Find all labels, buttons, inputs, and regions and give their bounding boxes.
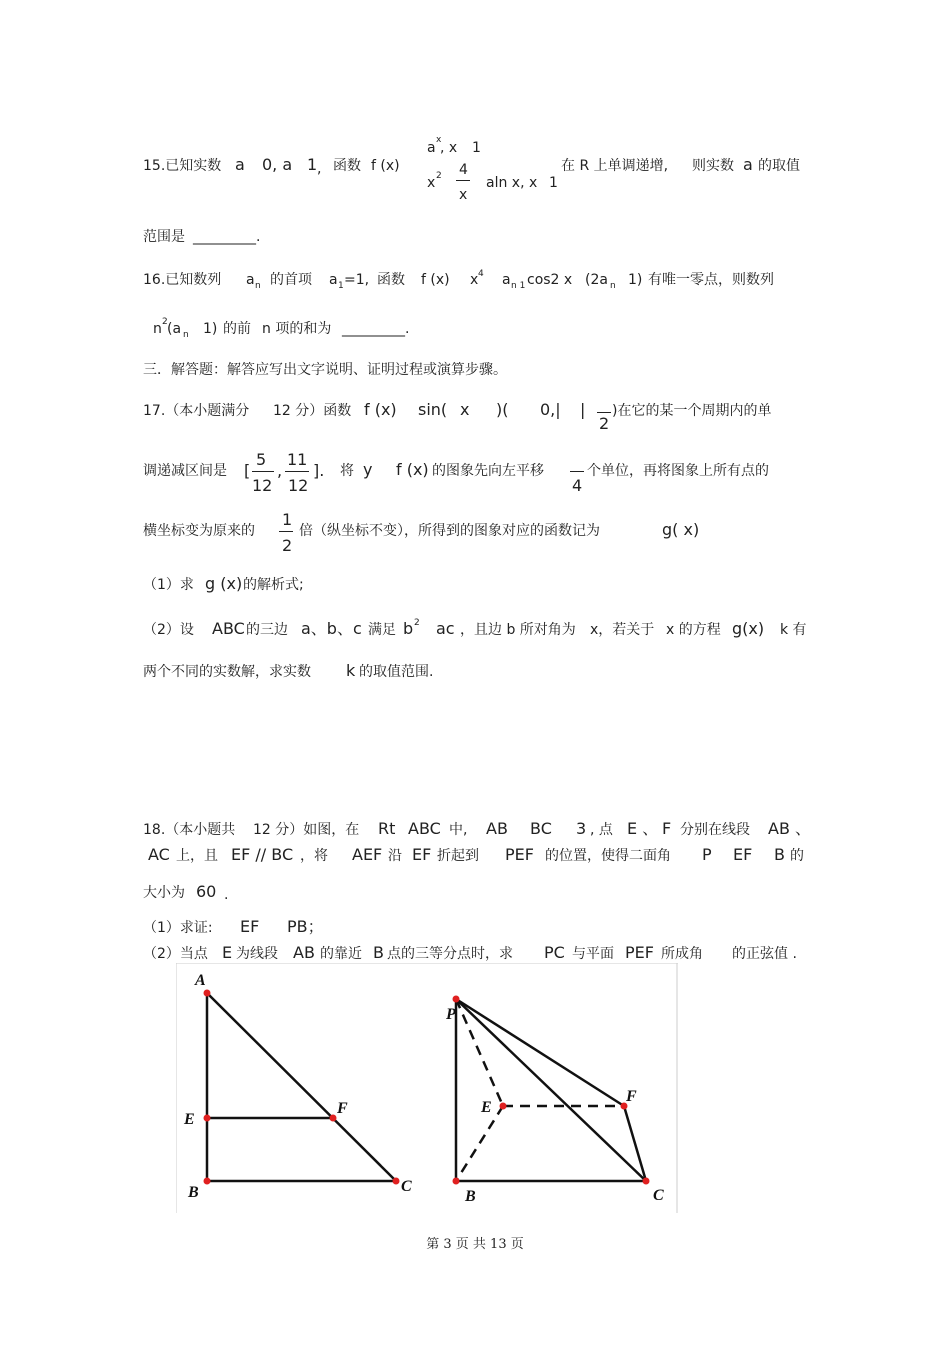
- q15-line2: 范围是: [143, 229, 185, 245]
- label-f: F: [337, 1100, 348, 1117]
- q15-hanshu: 函数: [333, 158, 361, 174]
- q16-n: n 项的和为: [262, 321, 332, 337]
- q17-bar: |: [580, 400, 586, 419]
- q18-shang: 上，且: [176, 848, 218, 864]
- q18-ef2: EF: [733, 845, 753, 864]
- q15-piece1-sup: x: [436, 135, 442, 145]
- q16-an: a: [246, 272, 255, 288]
- q18-fen: 分别在线段: [680, 822, 750, 838]
- q17-p2-line2-tail: 的取值范围.: [359, 664, 434, 680]
- point-e-right: [500, 1103, 507, 1110]
- q15-tail2: 则实数: [692, 158, 734, 174]
- q16-tail: 有唯一零点，则数列: [648, 272, 774, 288]
- q18-ac: AC: [148, 845, 170, 864]
- q17-lead: 17.（本小题满分: [143, 403, 250, 419]
- q16-n2-sup: 2: [162, 317, 168, 327]
- q18-p2-pc: PC: [544, 943, 565, 962]
- q17-k2: k: [346, 661, 356, 680]
- q18-p2-tail2: 的正弦值 .: [732, 946, 797, 962]
- label-c-right: C: [653, 1187, 664, 1204]
- segment-pf: [456, 999, 624, 1106]
- q17-f4-bar: [279, 531, 293, 532]
- q16-fx: f (x): [421, 272, 450, 288]
- q18-wei: 的位置，使得二面角: [545, 848, 671, 864]
- q17-line3-tail: 倍（纵坐标不变），所得到的图象对应的函数记为: [299, 523, 600, 539]
- q18-p2-b: B: [373, 943, 384, 962]
- q17-line2-lead: 调递减区间是: [143, 463, 227, 479]
- point-b-right: [453, 1178, 460, 1185]
- q18-p2: （2）当点: [143, 946, 208, 962]
- q18-zhong: 中,: [449, 822, 468, 838]
- q16-x4: x: [470, 272, 479, 288]
- q17-f1-bar: [252, 471, 274, 472]
- q16-cos: cos2 x: [527, 272, 573, 288]
- q16-eq1: =1,: [344, 272, 370, 288]
- q17-p1: （1）求: [143, 577, 194, 593]
- q17-comma: ,: [277, 461, 283, 480]
- point-p: [453, 996, 460, 1003]
- q16-an1-sub: n 1: [511, 281, 526, 291]
- q18-p: P: [702, 845, 712, 864]
- q16-a1: a: [329, 272, 338, 288]
- label-e-right: E: [481, 1099, 492, 1116]
- q18-yan: 沿: [388, 848, 402, 864]
- q18-zhe: 折起到: [437, 848, 479, 864]
- q18-ab: AB: [486, 819, 508, 838]
- q17-ac: ac: [436, 619, 455, 638]
- point-a: [204, 990, 211, 997]
- q15-piece2-one: 1: [549, 175, 558, 191]
- q17-f2-den: 12: [288, 476, 309, 495]
- q15-piece2-x: x: [427, 175, 436, 191]
- q15-zero-a: 0, a: [262, 155, 293, 174]
- q17-frac-den: 2: [599, 414, 610, 433]
- q18-jiang: ，将: [300, 848, 328, 864]
- q18-dian: , 点: [590, 822, 613, 838]
- q18-ef: EF: [412, 845, 432, 864]
- point-e: [204, 1115, 211, 1122]
- point-f: [330, 1115, 337, 1122]
- label-b: B: [188, 1184, 199, 1201]
- q17-xvar: x，若关于: [590, 622, 655, 638]
- q17-x: x: [460, 400, 470, 419]
- q17-k: k 有: [780, 622, 807, 638]
- q17-f4-num: 1: [282, 510, 293, 529]
- label-e: E: [184, 1111, 195, 1128]
- point-b: [204, 1178, 211, 1185]
- q17-f2-num: 11: [287, 450, 308, 469]
- q17-zero: 0,|: [540, 400, 561, 419]
- q17-p2-mid: 的三边: [246, 622, 288, 638]
- q18-aef: AEF: [352, 845, 383, 864]
- q17-sin: sin(: [418, 400, 448, 419]
- q17-p2-tail: ，且边 b 所对角为: [460, 622, 576, 638]
- q17-lb: [: [244, 461, 251, 480]
- q17-rb: ].: [313, 461, 325, 480]
- q15-piece2-den: x: [459, 187, 468, 203]
- q17-abc-sides: a、b、c: [301, 619, 362, 638]
- q18-bc: BC: [530, 819, 552, 838]
- q18-p2-tail: 所成角: [661, 946, 703, 962]
- q15-piece1-cond: , x: [440, 140, 458, 156]
- q18-three: 3: [576, 819, 587, 838]
- q17-gx: g( x): [662, 520, 700, 539]
- label-a: A: [195, 972, 206, 989]
- point-c-right: [643, 1178, 650, 1185]
- q15-comma: ,: [317, 161, 322, 177]
- q17-frac-bar: [597, 412, 611, 413]
- q18-p2-ab: AB: [293, 943, 315, 962]
- q15-piece1-a: a: [427, 140, 436, 156]
- label-b-right: B: [465, 1188, 476, 1205]
- q17-jiang: 将: [340, 463, 354, 479]
- q15-one: 1: [307, 155, 318, 174]
- q18-b: B: [774, 845, 785, 864]
- q16-blank: _________.: [342, 321, 410, 337]
- q16-first: 的首项: [270, 272, 312, 288]
- q17-f1-num: 5: [256, 450, 267, 469]
- q15-a: a: [235, 155, 245, 174]
- q15-piece2-sup: 2: [436, 171, 442, 181]
- segment-pc: [456, 999, 646, 1181]
- geometry-figure: [176, 963, 678, 1213]
- q16-paren-close: 1): [628, 272, 643, 288]
- q17-p2-cond: 满足: [368, 622, 396, 638]
- page-footer: 第 3 页 共 13 页: [426, 1237, 524, 1252]
- q16-lead: 16.已知数列: [143, 272, 222, 288]
- q18-ab2: AB 、: [768, 819, 812, 838]
- q17-f1-den: 12: [252, 476, 273, 495]
- q18-p1-pb: PB；: [287, 917, 324, 936]
- q16-hanshu: 函数: [377, 272, 405, 288]
- q18-p2-mid4: 与平面: [572, 946, 614, 962]
- right-pyramid-diagram: [445, 996, 664, 1206]
- q15-frac-bar: [456, 180, 470, 181]
- q18-p1-ef: EF: [240, 917, 260, 936]
- q18-abc: ABC: [408, 819, 441, 838]
- q17-b2-sup: 2: [414, 618, 420, 628]
- q17-fx2: f (x): [396, 460, 429, 479]
- label-f-right: F: [626, 1088, 637, 1105]
- q17-shift: 的图象先向左平移: [432, 463, 544, 479]
- q17-p2-lead: （2）设: [143, 622, 194, 638]
- q16-an-sub: n: [255, 281, 261, 291]
- q16-a1-sub: 1: [338, 281, 344, 291]
- section-3-heading: 三．解答题：解答应写出文字说明、证明过程或演算步骤。: [143, 362, 507, 378]
- segment-ac: [207, 993, 396, 1181]
- q16-x4-sup: 4: [478, 269, 484, 279]
- q17-abc: ABC: [212, 619, 245, 638]
- q15-a2: a: [743, 155, 753, 174]
- label-p: P: [446, 1006, 456, 1023]
- q17-p2-line2: 两个不同的实数解，求实数: [143, 664, 311, 680]
- q18-e: E 、: [627, 819, 659, 838]
- q16-an-close: 1): [203, 321, 218, 337]
- q17-fx: f (x): [364, 400, 397, 419]
- q15-tail3: 的取值: [758, 158, 800, 174]
- q17-f3-den: 4: [572, 476, 583, 495]
- q17-score: 12 分）函数: [273, 403, 352, 419]
- q17-line3-lead: 横坐标变为原来的: [143, 523, 255, 539]
- q17-p1-gx: g (x): [205, 574, 243, 593]
- left-triangle-diagram: [183, 972, 412, 1201]
- q17-tail: )在它的某一个周期内的单: [612, 403, 772, 419]
- q16-n2: n: [153, 321, 162, 337]
- q17-f4-den: 2: [282, 536, 293, 555]
- q15-piece1-one: 1: [472, 140, 481, 156]
- q18-p2-mid3: 点的三等分点时，求: [387, 946, 513, 962]
- q18-f: F: [662, 819, 672, 838]
- label-c: C: [401, 1178, 412, 1195]
- q16-an-open: (a: [167, 321, 182, 337]
- q17-f3-bar: [570, 471, 584, 472]
- q18-de: 的: [790, 848, 804, 864]
- q17-p1-tail: 的解析式;: [243, 577, 304, 593]
- q18-dax: 大小为: [143, 885, 185, 901]
- q18-p1: （1）求证:: [143, 920, 213, 936]
- q16-tail2: 的前: [223, 321, 251, 337]
- segment-eb-dashed: [456, 1106, 503, 1181]
- q18-rt: Rt: [378, 819, 396, 838]
- q18-p2-mid: 为线段: [236, 946, 278, 962]
- q17-xvar2: x 的方程: [666, 622, 721, 638]
- q15-blank: _________.: [193, 229, 261, 245]
- q15-fx: f (x): [371, 158, 400, 174]
- q18-dot: .: [224, 887, 229, 903]
- q15-lead: 15.已知实数: [143, 158, 222, 174]
- q17-b2: b: [403, 619, 414, 638]
- q17-shift-tail: 个单位，再将图象上所有点的: [587, 463, 769, 479]
- q18-p2-pef: PEF: [625, 943, 654, 962]
- q18-pef: PEF: [505, 845, 534, 864]
- q16-paren-sub: n: [610, 281, 616, 291]
- q18-lead: 18.（本小题共: [143, 822, 236, 838]
- q15-piece2-rest: aln x, x: [486, 175, 538, 191]
- q16-paren: (2a: [585, 272, 608, 288]
- q18-efbc: EF // BC: [231, 845, 294, 864]
- q17-f2-bar: [285, 471, 309, 472]
- q16-an1: a: [502, 272, 511, 288]
- q17-y: y: [363, 460, 373, 479]
- q18-sixty: 60: [196, 882, 217, 901]
- q18-p2-e: E: [222, 943, 233, 962]
- q15-tail: 在 R 上单调递增,: [561, 158, 669, 174]
- q15-piece2-num: 4: [459, 162, 468, 178]
- q17-close: )(: [496, 400, 509, 419]
- q16-an-open-sub: n: [183, 330, 189, 340]
- q18-p2-mid2: 的靠近: [320, 946, 362, 962]
- point-c: [393, 1178, 400, 1185]
- q18-score: 12 分）如图，在: [253, 822, 360, 838]
- q17-gxk: g(x): [732, 619, 765, 638]
